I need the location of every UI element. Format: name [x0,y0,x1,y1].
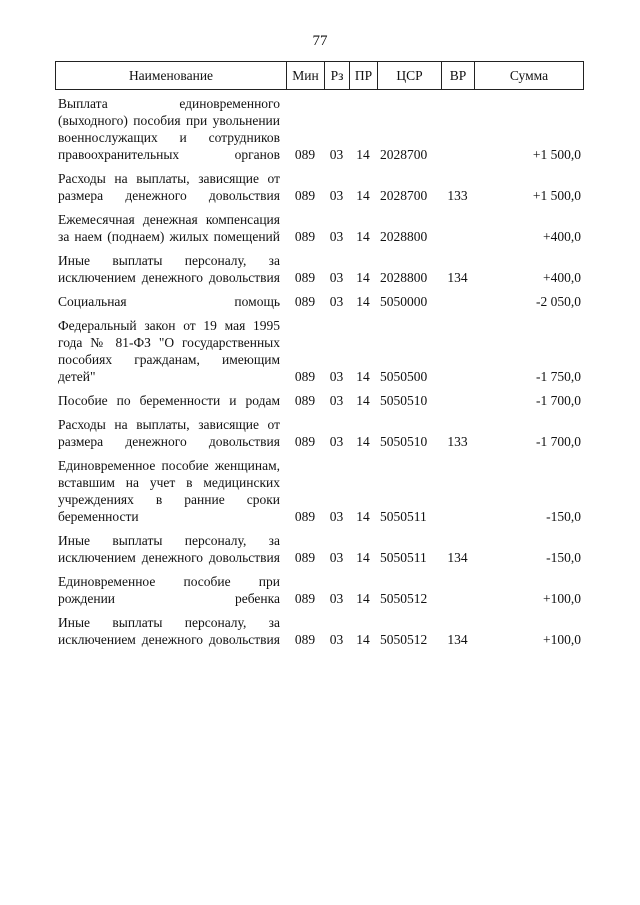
row-csr: 5050512 [380,591,428,606]
row-min: 089 [294,294,316,309]
row-min: 089 [294,509,316,524]
row-name: Иные выплаты персоналу, за исключением денежного довольствия [58,253,280,285]
row-sum: -150,0 [546,509,581,524]
row-pr: 14 [356,550,370,565]
table-row [55,525,583,566]
row-rz: 03 [329,229,344,244]
row-pr: 14 [356,369,370,384]
row-min: 089 [294,434,316,449]
row-name: Расходы на выплаты, зависящие от размера денежного довольствия [58,171,280,203]
row-rz: 03 [329,369,344,384]
column-header-sum: Сумма [475,62,584,90]
row-rz: 03 [329,591,344,606]
row-rz: 03 [329,294,344,309]
row-pr: 14 [356,147,370,162]
table-row [55,92,583,163]
row-rz: 03 [329,147,344,162]
table-row [55,450,583,525]
row-csr: 2028800 [380,270,428,285]
row-csr: 5050510 [380,393,428,408]
row-name: Федеральный закон от 19 мая 1995 года № 81-ФЗ "О государственных пособиях гражданам, имеющим детей" [58,318,280,384]
row-vr: 134 [447,550,468,565]
row-csr: 5050000 [380,294,428,309]
row-sum: -1 700,0 [536,434,581,449]
row-name: Выплата единовременного (выходного) пособия при увольнении военнослужащих и сотрудников правоохранительных органов [58,96,280,162]
row-sum: +1 500,0 [532,188,581,203]
row-pr: 14 [356,393,370,408]
row-vr [441,566,474,607]
row-name: Ежемесячная денежная компенсация за наем (поднаем) жилых помещений [58,212,280,244]
table-row [55,245,583,286]
column-header-rz: Рз [325,62,350,90]
row-name: Пособие по беременности и родам [58,393,280,408]
row-csr: 5050512 [380,632,428,647]
table-row [55,607,583,648]
row-sum: +400,0 [543,270,581,285]
row-name: Единовременное пособие при рождении ребенка [58,574,280,606]
row-min: 089 [294,147,316,162]
column-header-csr: ЦСР [378,62,442,90]
row-sum: +400,0 [543,229,581,244]
table-row [55,204,583,245]
row-rz: 03 [329,434,344,449]
row-sum: -1 700,0 [536,393,581,408]
column-header-min: Мин [287,62,325,90]
row-sum: -2 050,0 [536,294,581,309]
row-csr: 2028700 [380,188,428,203]
row-sum: +100,0 [543,591,581,606]
column-header-vr: ВР [442,62,475,90]
row-min: 089 [294,270,316,285]
row-name: Социальная помощь [58,294,280,309]
row-min: 089 [294,369,316,384]
row-sum: -1 750,0 [536,369,581,384]
table-row [55,286,583,310]
row-csr: 5050500 [380,369,428,384]
row-csr: 5050511 [380,550,427,565]
row-name: Иные выплаты персоналу, за исключением денежного довольствия [58,533,280,565]
row-vr [441,286,474,310]
row-min: 089 [294,393,316,408]
row-vr [441,310,474,385]
table-row [55,566,583,607]
row-min: 089 [294,229,316,244]
row-csr: 5050510 [380,434,428,449]
table-row [55,409,583,450]
row-pr: 14 [356,434,370,449]
row-min: 089 [294,632,316,647]
row-vr [441,385,474,409]
column-header-pr: ПР [350,62,378,90]
row-name: Иные выплаты персоналу, за исключением денежного довольствия [58,615,280,647]
row-pr: 14 [356,294,370,309]
table-row [55,385,583,409]
row-csr: 2028700 [380,147,428,162]
row-vr: 134 [447,632,468,647]
row-name: Единовременное пособие женщинам, вставшим на учет в медицинских учреждениях в ранние сроки беременности [58,458,280,524]
row-name: Расходы на выплаты, зависящие от размера денежного довольствия [58,417,280,449]
row-sum: -150,0 [546,550,581,565]
row-pr: 14 [356,632,370,647]
page-number: 77 [312,33,328,49]
row-rz: 03 [329,393,344,408]
row-vr [441,92,474,163]
row-min: 089 [294,550,316,565]
row-vr: 134 [447,270,468,285]
row-pr: 14 [356,229,370,244]
row-min: 089 [294,188,316,203]
row-rz: 03 [329,270,344,285]
row-rz: 03 [329,632,344,647]
row-rz: 03 [329,188,344,203]
row-pr: 14 [356,509,370,524]
column-header-name: Наименование [56,62,287,90]
row-vr [441,204,474,245]
row-vr: 133 [447,188,468,203]
row-min: 089 [294,591,316,606]
row-sum: +100,0 [543,632,581,647]
row-sum: +1 500,0 [532,147,581,162]
row-csr: 2028800 [380,229,428,244]
table-header [55,61,584,90]
row-pr: 14 [356,270,370,285]
row-vr: 133 [447,434,468,449]
row-csr: 5050511 [380,509,427,524]
row-pr: 14 [356,188,370,203]
budget-table [55,92,583,648]
row-pr: 14 [356,591,370,606]
table-row [55,310,583,385]
row-rz: 03 [329,509,344,524]
row-rz: 03 [329,550,344,565]
table-row [55,163,583,204]
row-vr [441,450,474,525]
